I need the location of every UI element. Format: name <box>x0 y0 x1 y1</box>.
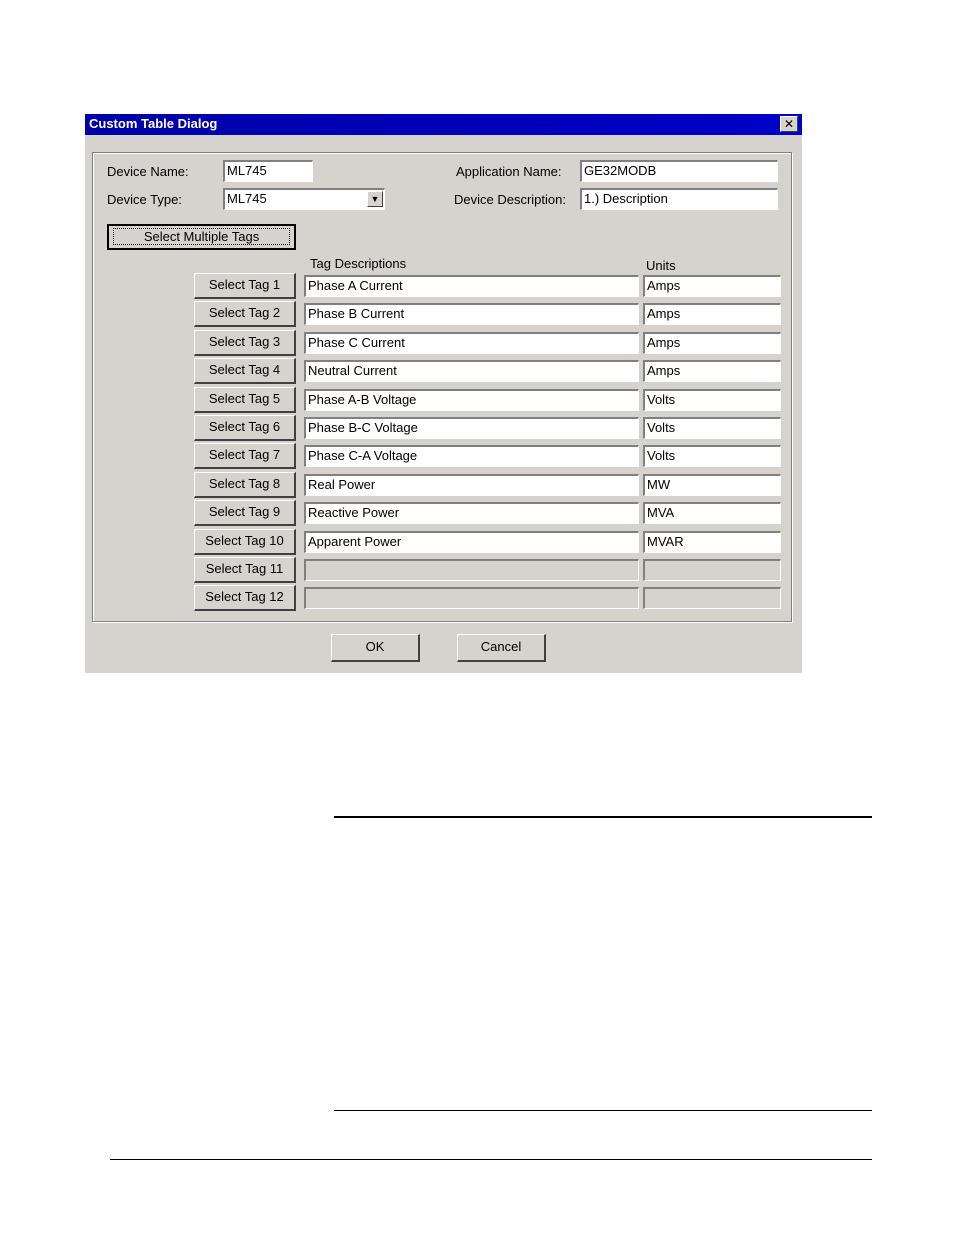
tag-5-description-input[interactable]: Phase A-B Voltage <box>304 389 639 411</box>
application-name-label: Application Name: <box>456 164 562 179</box>
tag-11-description-input[interactable] <box>304 559 639 581</box>
tag-7-unit-input[interactable]: Volts <box>643 445 781 467</box>
tag-1-description-input[interactable]: Phase A Current <box>304 275 639 297</box>
device-name-input[interactable]: ML745 <box>223 160 313 182</box>
tag-8-unit-input[interactable]: MW <box>643 474 781 496</box>
divider-top <box>334 816 872 818</box>
select-tag-12-button[interactable]: Select Tag 12 <box>194 585 296 611</box>
custom-table-dialog <box>85 114 802 673</box>
close-icon: ✕ <box>783 117 795 131</box>
tag-6-description-input[interactable]: Phase B-C Voltage <box>304 417 639 439</box>
device-type-select[interactable] <box>223 188 385 210</box>
select-tag-8-button[interactable]: Select Tag 8 <box>194 472 296 498</box>
tag-9-description-input[interactable]: Reactive Power <box>304 502 639 524</box>
tag-2-description-input[interactable]: Phase B Current <box>304 303 639 325</box>
select-tag-10-button[interactable]: Select Tag 10 <box>194 529 296 555</box>
tag-4-description-input[interactable]: Neutral Current <box>304 360 639 382</box>
select-tag-9-button[interactable]: Select Tag 9 <box>194 500 296 526</box>
ok-button[interactable]: OK <box>331 634 420 662</box>
device-type-label: Device Type: <box>107 192 182 207</box>
select-multiple-tags-label: Select Multiple Tags <box>113 228 290 245</box>
device-description-label: Device Description: <box>454 192 566 207</box>
select-tag-6-button[interactable]: Select Tag 6 <box>194 415 296 441</box>
select-tag-2-button[interactable]: Select Tag 2 <box>194 301 296 327</box>
tag-9-unit-input[interactable]: MVA <box>643 502 781 524</box>
tag-3-description-input[interactable]: Phase C Current <box>304 332 639 354</box>
tag-10-description-input[interactable]: Apparent Power <box>304 531 639 553</box>
title-bar[interactable] <box>85 114 802 135</box>
select-tag-5-button[interactable]: Select Tag 5 <box>194 387 296 413</box>
cancel-button[interactable]: Cancel <box>457 634 546 662</box>
tag-descriptions-header: Tag Descriptions <box>310 256 407 271</box>
tag-1-unit-input[interactable]: Amps <box>643 275 781 297</box>
select-tag-3-button[interactable]: Select Tag 3 <box>194 330 296 356</box>
tag-12-description-input[interactable] <box>304 587 639 609</box>
tag-4-unit-input[interactable]: Amps <box>643 360 781 382</box>
select-tag-7-button[interactable]: Select Tag 7 <box>194 443 296 469</box>
select-tag-1-button[interactable]: Select Tag 1 <box>194 273 296 299</box>
select-tag-4-button[interactable]: Select Tag 4 <box>194 358 296 384</box>
device-description-input[interactable]: 1.) Description <box>580 188 778 210</box>
tag-12-unit-input[interactable] <box>643 587 781 609</box>
tag-8-description-input[interactable]: Real Power <box>304 474 639 496</box>
device-name-label: Device Name: <box>107 164 189 179</box>
close-button[interactable] <box>780 116 798 132</box>
divider-bottom <box>110 1159 872 1160</box>
dialog-title: Custom Table Dialog <box>89 116 218 131</box>
tag-7-description-input[interactable]: Phase C-A Voltage <box>304 445 639 467</box>
select-multiple-tags-button[interactable] <box>107 224 296 250</box>
units-header: Units <box>646 258 676 273</box>
tag-6-unit-input[interactable]: Volts <box>643 417 781 439</box>
device-type-value: ML745 <box>227 191 267 206</box>
application-name-input[interactable]: GE32MODB <box>580 160 778 182</box>
tag-3-unit-input[interactable]: Amps <box>643 332 781 354</box>
select-tag-11-button[interactable]: Select Tag 11 <box>194 557 296 583</box>
divider-middle <box>334 1110 872 1111</box>
tag-5-unit-input[interactable]: Volts <box>643 389 781 411</box>
tag-10-unit-input[interactable]: MVAR <box>643 531 781 553</box>
tag-11-unit-input[interactable] <box>643 559 781 581</box>
tag-2-unit-input[interactable]: Amps <box>643 303 781 325</box>
chevron-down-icon[interactable]: ▼ <box>367 191 383 207</box>
